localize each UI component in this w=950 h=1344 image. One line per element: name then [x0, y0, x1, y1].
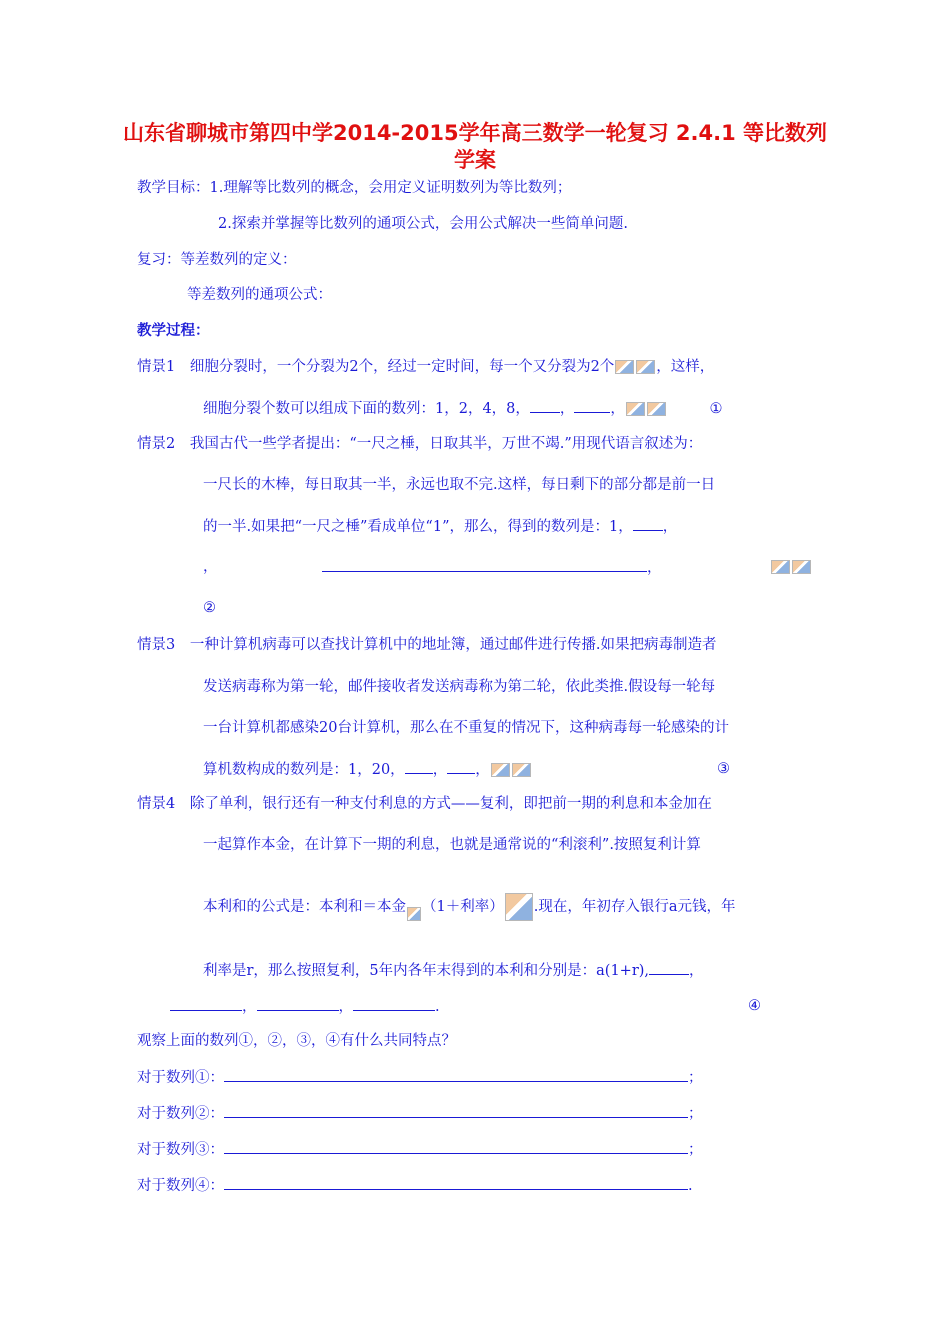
blank-field[interactable]: [649, 960, 689, 975]
formula-exponent-icon: [505, 893, 533, 921]
blank-field[interactable]: [405, 759, 433, 774]
scene3-line2: 发送病毒称为第一轮，邮件接收者发送病毒称为第二轮，依此类推.假设每一轮每: [203, 679, 716, 695]
separator: ，: [475, 762, 490, 778]
scene3-label: 情景3: [137, 637, 176, 653]
answer-label: 对于数列④：: [137, 1178, 224, 1194]
formula-exponent-icon: [407, 907, 421, 921]
answer-field[interactable]: [224, 1067, 688, 1082]
scene4-label: 情景4: [137, 796, 176, 812]
scene2-images: [770, 557, 812, 577]
scene4-formula-c: .现在，年初存入银行a元钱，年: [533, 899, 736, 915]
scene4-line1: [137, 794, 712, 814]
document-title: 山东省聊城市第四中学2014-2015学年高三数学一轮复习 2.4.1 等比数列学案: [122, 121, 828, 172]
scene2-line2: 一尺长的木棒，每日取其一半，永远也取不完.这样，每日剩下的部分都是前一日: [203, 477, 716, 493]
separator: ，: [689, 963, 704, 979]
blank-field[interactable]: [447, 759, 475, 774]
separator: ，: [242, 999, 257, 1015]
blank-field[interactable]: [353, 996, 435, 1011]
image-placeholder-icon: [626, 402, 645, 416]
scene4-line2: 一起算作本金，在计算下一期的利息，也就是通常说的“利滚利”.按照复利计算: [203, 837, 701, 853]
scene1-label: 情景1: [137, 359, 176, 375]
answer-label: 对于数列②：: [137, 1106, 224, 1122]
separator: ，: [338, 999, 353, 1015]
scene4-formula-a: 本利和的公式是：本利和＝本金: [203, 899, 406, 915]
blank-field[interactable]: [633, 516, 663, 531]
scene1-text-a: 细胞分裂时，一个分裂为2个，经过一定时间，每一个又分裂为2个: [189, 359, 615, 375]
scene2-line4-blank: [322, 557, 662, 578]
separator: ，: [432, 762, 448, 778]
scene2-sequence: 的一半.如果把“一尺之棰”看成单位“1”，那么，得到的数列是：1，: [203, 519, 633, 535]
review-formula: 等差数列的通项公式：: [187, 287, 332, 303]
blank-field[interactable]: [530, 398, 560, 413]
scene3-sequence: 算机数构成的数列是：1，20，: [203, 762, 405, 778]
image-placeholder-icon: [512, 763, 531, 777]
scene4-sequence: 利率是r，那么按照复利，5年内各年末得到的本利和分别是：a(1+r),: [203, 963, 650, 979]
answer-end: ；: [688, 1142, 703, 1158]
scene4-text-1: 除了单利，银行还有一种支付利息的方式——复利，即把前一期的利息和本金加在: [189, 796, 712, 812]
image-placeholder-icon: [636, 360, 655, 374]
scene2-line4: [203, 557, 218, 577]
blank-field[interactable]: [257, 996, 339, 1011]
separator: ，: [647, 560, 662, 576]
scene2-line3: [203, 516, 677, 537]
goal-1: 教学目标：1.理解等比数列的概念，会用定义证明数列为等比数列；: [137, 180, 572, 196]
scene1-sequence: 细胞分裂个数可以组成下面的数列：1，2，4，8，: [203, 401, 530, 417]
sequence-marker: ②: [203, 600, 216, 616]
blank-field[interactable]: [170, 996, 242, 1011]
answer-label: 对于数列①：: [137, 1070, 224, 1086]
sequence-marker: ③: [717, 761, 730, 777]
separator: ，: [559, 401, 575, 417]
sequence-marker: ④: [748, 998, 761, 1014]
scene1-line1: [137, 357, 714, 377]
scene3-line3: 一台计算机都感染20台计算机，那么在不重复的情况下，这种病毒每一轮感染的计: [203, 720, 729, 736]
separator: ，: [203, 559, 218, 575]
image-placeholder-icon: [615, 360, 634, 374]
scene2-line1: [137, 434, 702, 454]
scene1-text-b: ，这样，: [656, 359, 715, 375]
answer-row-1: [137, 1067, 703, 1088]
answer-field[interactable]: [224, 1175, 688, 1190]
blank-field[interactable]: [322, 557, 647, 572]
separator: ，: [662, 519, 678, 535]
image-placeholder-icon: [491, 763, 510, 777]
scene4-line3: [203, 893, 736, 921]
scene2-text-1: 我国古代一些学者提出：“一尺之棰，日取其半，万世不竭.”用现代语言叙述为：: [189, 436, 703, 452]
image-placeholder-icon: [771, 560, 790, 574]
goal-2: 2.探索并掌握等比数列的通项公式，会用公式解决一些简单问题.: [218, 216, 628, 232]
answer-row-3: [137, 1139, 703, 1160]
answer-end: .: [688, 1178, 693, 1194]
sequence-marker: ①: [709, 401, 723, 417]
image-placeholder-icon: [792, 560, 811, 574]
scene3-text-1: 一种计算机病毒可以查找计算机中的地址簿，通过邮件进行传播.如果把病毒制造者: [189, 637, 717, 653]
image-placeholder-icon: [647, 402, 666, 416]
blank-field[interactable]: [574, 398, 610, 413]
answer-row-4: [137, 1175, 693, 1196]
answer-end: ；: [688, 1070, 703, 1086]
answer-row-2: [137, 1103, 703, 1124]
answer-end: ；: [688, 1106, 703, 1122]
scene4-formula-b: （1＋利率）: [422, 899, 504, 915]
scene3-line4: [203, 759, 532, 780]
review-definition: 复习：等差数列的定义：: [137, 252, 297, 268]
answer-label: 对于数列③：: [137, 1142, 224, 1158]
observe-question: 观察上面的数列①，②，③，④有什么共同特点？: [137, 1033, 456, 1049]
answer-field[interactable]: [224, 1103, 688, 1118]
scene3-line1: [137, 635, 716, 655]
period: .: [435, 999, 440, 1015]
answer-field[interactable]: [224, 1139, 688, 1154]
scene1-line2: [203, 398, 723, 419]
separator: ，: [610, 401, 625, 417]
process-heading: 教学过程：: [137, 322, 210, 339]
scene2-label: 情景2: [137, 436, 176, 452]
scene4-line4: [203, 960, 704, 981]
scene4-line5: [170, 996, 440, 1017]
